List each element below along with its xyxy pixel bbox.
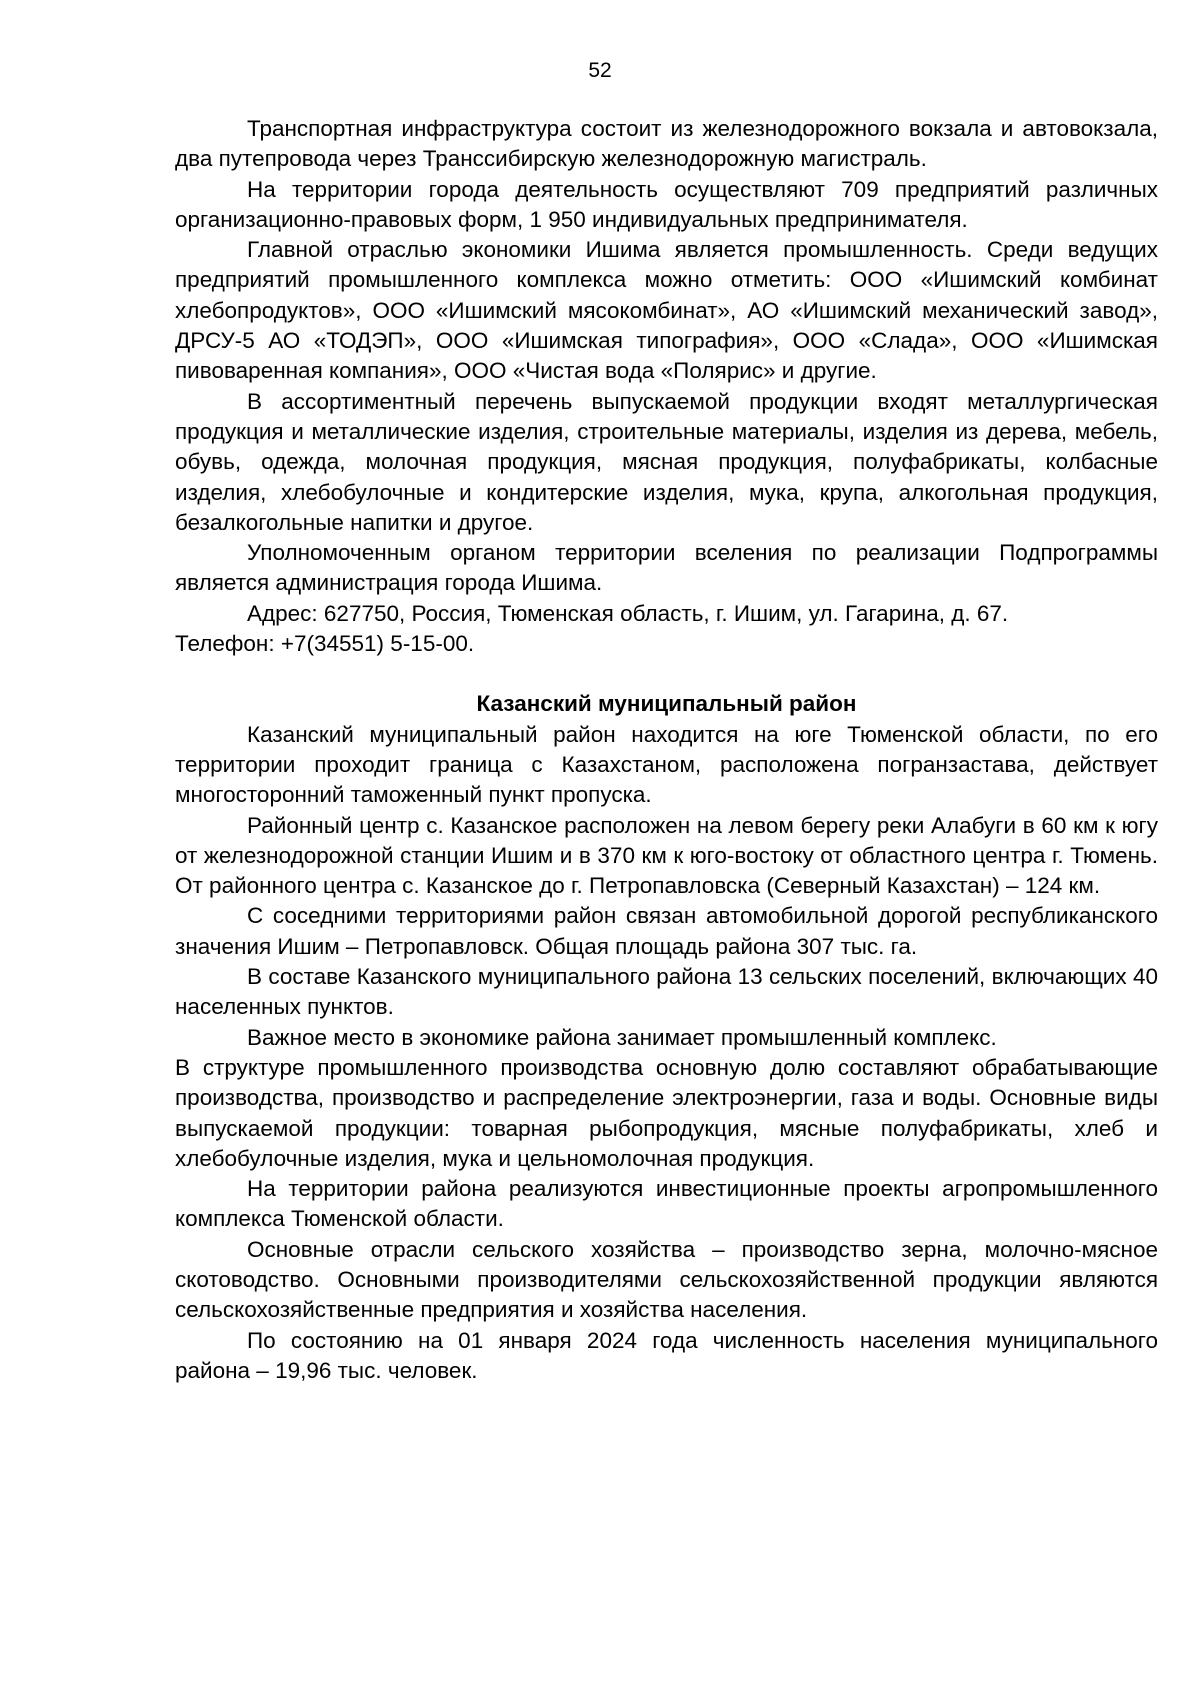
page-body (175, 114, 1158, 1386)
paragraph-settlements: В составе Казанского муниципального района 13 сельских поселений, включающих 40 населенных пунктов. (175, 964, 1158, 1020)
paragraph-investment-projects: На территории района реализуются инвестиционные проекты агропромышленного комплекса Тюменской области. (175, 1176, 1158, 1232)
paragraph-district-center: Районный центр с. Казанское расположен на левом берегу реки Алабуги в 60 км к югу от железнодорожной станции Ишим и в 370 км к юго-востоку от областного центра г. Тюмень. От районного центра с. Казанское до г. Петропавловска (Северный Казахстан) – 124 км. (175, 812, 1158, 899)
paragraph-district-location: Казанский муниципальный район находится на юге Тюменской области, по его территории проходит граница с Казахстаном, расположена погранзастава, действует многосторонний таможенный пункт пропуска. (175, 721, 1158, 808)
paragraph-enterprises-count: На территории города деятельность осуществляют 709 предприятий различных организационно-правовых форм, 1 950 индивидуальных предпринимателя. (175, 176, 1158, 232)
paragraph-population: По состоянию на 01 января 2024 года численность населения муниципального района – 19,96 тыс. человек. (175, 1327, 1158, 1383)
paragraph-phone: Телефон: +7(34551) 5-15-00. (175, 631, 475, 657)
paragraph-industrial-complex: Важное место в экономике района занимает промышленный комплекс. (247, 1024, 997, 1050)
paragraph-roads-area: С соседними территориями район связан автомобильной дорогой республиканского значения Ишим – Петропавловск. Общая площадь района 307 тыс. га. (175, 903, 1158, 959)
paragraph-agriculture: Основные отрасли сельского хозяйства – производство зерна, молочно-мясное скотоводство. Основными производителями сельскохозяйственной продукции являются сельскохозяйственные предприятия и хозяйства населения. (175, 1236, 1158, 1323)
page-number: 52 (588, 59, 612, 82)
section-heading-kazansky-district: Казанский муниципальный район (476, 691, 857, 717)
paragraph-product-range: В ассортиментный перечень выпускаемой продукции входят металлургическая продукция и металлические изделия, строительные материалы, изделия из дерева, мебель, обувь, одежда, молочная продукция, мясная продукция, полуфабрикаты, колбасные изделия, хлебобулочные и кондитерские изделия, мука, крупа, алкогольная продукция, безалкогольные напитки и другое. (175, 388, 1158, 535)
paragraph-production-structure: В структуре промышленного производства основную долю составляют обрабатывающие производства, производство и распределение электроэнергии, газа и воды. Основные виды выпускаемой продукции: товарная рыбопродукция, мясные полуфабрикаты, хлеб и хлебобулочные изделия, мука и цельномолочная продукция. (175, 1054, 1158, 1171)
paragraph-authorized-body: Уполномоченным органом территории вселения по реализации Подпрограммы является администрация города Ишима. (175, 540, 1158, 596)
paragraph-address: Адрес: 627750, Россия, Тюменская область, г. Ишим, ул. Гагарина, д. 67. (247, 600, 1009, 626)
paragraph-main-industry: Главной отраслью экономики Ишима является промышленность. Среди ведущих предприятий промышленного комплекса можно отметить: ООО «Ишимский комбинат хлебопродуктов», ООО «Ишимский мясокомбинат», АО «Ишимский механический завод», ДРСУ-5 АО «ТОДЭП», ООО «Ишимская типография», ООО «Слада», ООО «Ишимская пивоваренная компания», ООО «Чистая вода «Полярис» и другие. (175, 237, 1158, 384)
paragraph-transport-infrastructure: Транспортная инфраструктура состоит из железнодорожного вокзала и автовокзала, два путепровода через Транссибирскую железнодорожную магистраль. (175, 116, 1158, 172)
